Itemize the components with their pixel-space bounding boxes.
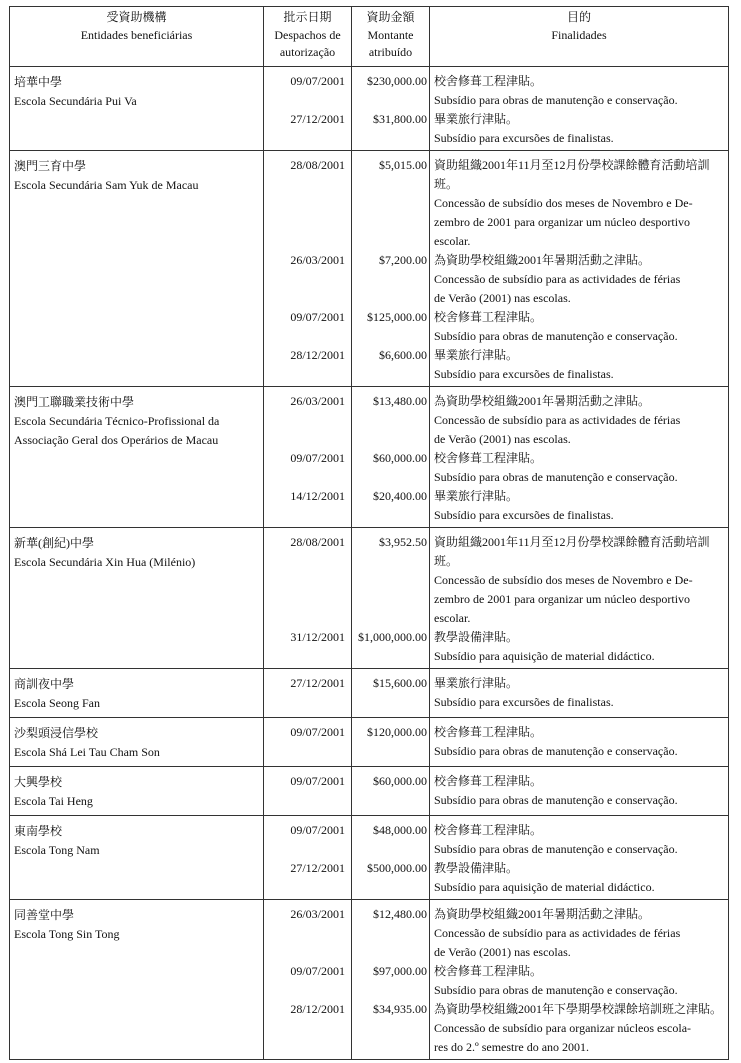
purpose-line: 班。 <box>434 176 459 191</box>
entity-name-pt: Escola Secundária Técnico-Profissional da <box>14 413 220 428</box>
purpose-line: 為資助學校組織2001年暑期活動之津貼。 <box>434 906 651 921</box>
header-amount-zh: 資助金額 <box>366 10 415 24</box>
purpose-cell <box>430 150 729 386</box>
purpose-line: 教學設備津貼。 <box>434 860 519 875</box>
grant-date-block <box>264 723 345 761</box>
dispatch-date-cell <box>264 815 352 899</box>
purpose-line: 校舍修葺工程津貼。 <box>434 73 543 88</box>
grant-amount-block <box>352 859 427 897</box>
purpose-cell <box>430 717 729 766</box>
purpose-line: 畢業旅行津貼。 <box>434 675 519 690</box>
grant-date: 28/08/2001 <box>290 534 345 549</box>
grant-amount: $20,400.00 <box>373 488 427 503</box>
grant-date: 09/07/2001 <box>290 309 345 324</box>
purpose-line: Subsídio para obras de manutenção e conservação. <box>434 469 678 484</box>
table-header-row <box>10 7 729 67</box>
purpose-line: 畢業旅行津貼。 <box>434 347 519 362</box>
purpose-line: Subsídio para obras de manutenção e conservação. <box>434 841 678 856</box>
grant-amount-block <box>352 905 427 962</box>
grant-amount: $125,000.00 <box>367 309 427 324</box>
entity-name-pt: Escola Tong Nam <box>14 842 100 857</box>
entity-name-zh: 澳門三育中學 <box>14 158 87 173</box>
grant-amount-block <box>352 962 427 1000</box>
amount-cell <box>352 150 430 386</box>
table-row <box>10 66 729 150</box>
header-dispatch-pt1: Despachos de <box>274 27 341 42</box>
grant-date-block <box>264 674 345 712</box>
purpose-line: Subsídio para obras de manutenção e conservação. <box>434 982 678 997</box>
grant-date-block <box>264 251 345 308</box>
purpose-cell <box>430 386 729 527</box>
purpose-line: Subsídio para excursões de finalistas. <box>434 694 614 709</box>
header-purpose-pt: Finalidades <box>551 27 607 42</box>
grant-amount: $7,200.00 <box>379 252 427 267</box>
entity-name-zh: 大興學校 <box>14 774 63 789</box>
grant-date: 27/12/2001 <box>290 860 345 875</box>
header-entities-pt: Entidades beneficiárias <box>80 27 193 42</box>
purpose-line: 班。 <box>434 553 459 568</box>
purpose-line: 為資助學校組織2001年暑期活動之津貼。 <box>434 393 651 408</box>
purpose-line: Concessão de subsídio dos meses de Novembro e De- <box>434 572 693 587</box>
purpose-line: zembro de 2001 para organizar um núcleo desportivo <box>434 591 691 606</box>
grant-amount: $31,800.00 <box>373 111 427 126</box>
entity-name-zh: 東南學校 <box>14 823 63 838</box>
grant-amount: $120,000.00 <box>367 724 427 739</box>
grant-amount: $1,000,000.00 <box>358 629 427 644</box>
purpose-line: Subsídio para excursões de finalistas. <box>434 130 614 145</box>
grant-amount-block <box>352 110 427 148</box>
header-amount-pt2: atribuído <box>368 45 413 59</box>
grant-amount-block <box>352 821 427 859</box>
header-purpose-zh: 目的 <box>566 10 591 24</box>
header-entities <box>10 7 264 67</box>
grant-amount-block <box>352 487 427 525</box>
table-row <box>10 386 729 527</box>
grant-date-block <box>264 962 345 1000</box>
purpose-cell <box>430 899 729 1059</box>
dispatch-date-cell <box>264 899 352 1059</box>
purpose-line: Subsídio para obras de manutenção e conservação. <box>434 792 678 807</box>
entity-name-zh: 同善堂中學 <box>14 907 75 922</box>
grant-amount-block <box>352 674 427 712</box>
grant-amount-block <box>352 72 427 110</box>
amount-cell <box>352 899 430 1059</box>
entity-name-zh: 新華(創紀)中學 <box>14 535 94 550</box>
grant-amount: $15,600.00 <box>373 675 427 690</box>
grant-date: 27/12/2001 <box>290 111 345 126</box>
grant-date-block <box>264 346 345 384</box>
grant-amount: $34,935.00 <box>373 1001 427 1016</box>
entity-cell <box>10 668 264 717</box>
purpose-cell <box>430 527 729 668</box>
grant-date: 26/03/2001 <box>290 393 345 408</box>
dispatch-date-cell <box>264 766 352 815</box>
entity-name-pt: Escola Tong Sin Tong <box>14 926 120 941</box>
table-row <box>10 668 729 717</box>
amount-cell <box>352 527 430 668</box>
grant-date-block <box>264 821 345 859</box>
purpose-line: 為資助學校組織2001年下學期學校課餘培訓班之津貼。 <box>434 1001 723 1016</box>
amount-cell <box>352 766 430 815</box>
purpose-cell <box>430 66 729 150</box>
grant-date-block <box>264 156 345 251</box>
grant-date: 09/07/2001 <box>290 822 345 837</box>
purpose-line: de Verão (2001) nas escolas. <box>434 431 571 446</box>
purpose-line: Subsídio para obras de manutenção e conservação. <box>434 328 678 343</box>
purpose-line: Subsídio para aquisição de material didáctico. <box>434 879 655 894</box>
purpose-line: 校舍修葺工程津貼。 <box>434 773 543 788</box>
table-row <box>10 527 729 668</box>
grant-amount: $48,000.00 <box>373 822 427 837</box>
grant-amount-block <box>352 1000 427 1057</box>
purpose-line: Concessão de subsídio para as actividades de férias <box>434 271 681 286</box>
purpose-line: 資助組織2001年11月至12月份學校課餘體育活動培訓 <box>434 534 710 549</box>
purpose-line: de Verão (2001) nas escolas. <box>434 944 571 959</box>
purpose-line: zembro de 2001 para organizar um núcleo desportivo <box>434 214 691 229</box>
grant-date: 28/12/2001 <box>290 347 345 362</box>
grant-date: 09/07/2001 <box>290 73 345 88</box>
grant-date-block <box>264 110 345 148</box>
grant-date: 09/07/2001 <box>290 450 345 465</box>
grant-date: 28/12/2001 <box>290 1001 345 1016</box>
entity-name-zh: 培華中學 <box>14 74 63 89</box>
grant-amount: $500,000.00 <box>367 860 427 875</box>
table-row <box>10 766 729 815</box>
purpose-line: Subsídio para aquisição de material didáctico. <box>434 648 655 663</box>
entity-name-pt: Escola Shá Lei Tau Cham Son <box>14 744 160 759</box>
amount-cell <box>352 66 430 150</box>
grant-amount-block <box>352 723 427 761</box>
grant-amount-block <box>352 772 427 810</box>
grant-amount: $12,480.00 <box>373 906 427 921</box>
entity-name-pt: Associação Geral dos Operários de Macau <box>14 432 219 447</box>
purpose-line: Subsídio para obras de manutenção e conservação. <box>434 743 678 758</box>
header-amount <box>352 7 430 67</box>
purpose-line: 校舍修葺工程津貼。 <box>434 724 543 739</box>
purpose-line: Concessão de subsídio dos meses de Novembro e De- <box>434 195 693 210</box>
purpose-line: 教學設備津貼。 <box>434 629 519 644</box>
purpose-line: Subsídio para excursões de finalistas. <box>434 507 614 522</box>
grant-date-block <box>264 1000 345 1057</box>
purpose-line: escolar. <box>434 610 471 625</box>
purpose-line: 資助組織2001年11月至12月份學校課餘體育活動培訓 <box>434 157 710 172</box>
grant-amount-block <box>352 251 427 308</box>
header-dispatch-pt2: autorização <box>279 45 336 59</box>
entity-name-pt: Escola Seong Fan <box>14 695 100 710</box>
grant-amount: $230,000.00 <box>367 73 427 88</box>
entity-cell <box>10 766 264 815</box>
entity-cell <box>10 527 264 668</box>
amount-cell <box>352 668 430 717</box>
amount-cell <box>352 815 430 899</box>
grant-amount: $6,600.00 <box>379 347 427 362</box>
grant-amount: $3,952.50 <box>379 534 427 549</box>
grant-date-block <box>264 859 345 897</box>
grant-date-block <box>264 72 345 110</box>
grant-amount-block <box>352 449 427 487</box>
table-row <box>10 717 729 766</box>
grant-date: 09/07/2001 <box>290 773 345 788</box>
dispatch-date-cell <box>264 66 352 150</box>
grant-date-block <box>264 487 345 525</box>
grant-date: 31/12/2001 <box>290 629 345 644</box>
grant-date: 09/07/2001 <box>290 963 345 978</box>
grant-date-block <box>264 392 345 449</box>
header-amount-pt1: Montante <box>367 27 414 42</box>
entity-name-pt: Escola Secundária Pui Va <box>14 93 137 108</box>
purpose-line: 畢業旅行津貼。 <box>434 111 519 126</box>
grant-date-block <box>264 533 345 628</box>
grant-amount: $13,480.00 <box>373 393 427 408</box>
entity-cell <box>10 66 264 150</box>
entity-cell <box>10 150 264 386</box>
entity-name-pt: Escola Tai Heng <box>14 793 93 808</box>
purpose-cell <box>430 815 729 899</box>
entity-name-zh: 商訓夜中學 <box>14 676 75 691</box>
grant-amount: $60,000.00 <box>373 450 427 465</box>
entity-name-pt: Escola Secundária Xin Hua (Milénio) <box>14 554 196 569</box>
dispatch-date-cell <box>264 527 352 668</box>
header-dispatch-zh: 批示日期 <box>283 10 332 24</box>
grant-amount-block <box>352 156 427 251</box>
header-dispatch-date <box>264 7 352 67</box>
grant-date-block <box>264 628 345 666</box>
entity-name-pt: Escola Secundária Sam Yuk de Macau <box>14 177 199 192</box>
dispatch-date-cell <box>264 668 352 717</box>
grant-date: 26/03/2001 <box>290 906 345 921</box>
purpose-line: Concessão de subsídio para as actividades de férias <box>434 412 681 427</box>
entity-cell <box>10 899 264 1059</box>
purpose-line: 畢業旅行津貼。 <box>434 488 519 503</box>
purpose-cell <box>430 766 729 815</box>
grant-amount-block <box>352 392 427 449</box>
entity-cell <box>10 815 264 899</box>
purpose-line: 校舍修葺工程津貼。 <box>434 822 543 837</box>
grant-date: 26/03/2001 <box>290 252 345 267</box>
purpose-line: Subsídio para obras de manutenção e conservação. <box>434 92 678 107</box>
dispatch-date-cell <box>264 150 352 386</box>
amount-cell <box>352 717 430 766</box>
purpose-line: 校舍修葺工程津貼。 <box>434 309 543 324</box>
dispatch-date-cell <box>264 386 352 527</box>
entity-cell <box>10 717 264 766</box>
table-row <box>10 815 729 899</box>
grant-date: 14/12/2001 <box>290 488 345 503</box>
grant-amount-block <box>352 308 427 346</box>
header-entities-zh: 受資助機構 <box>106 10 167 24</box>
purpose-line: res do 2.º semestre do ano 2001. <box>434 1039 590 1054</box>
grant-amount-block <box>352 533 427 628</box>
purpose-line: escolar. <box>434 233 471 248</box>
subsidy-document <box>9 6 728 1060</box>
grant-amount-block <box>352 628 427 666</box>
grant-date-block <box>264 772 345 810</box>
grant-date: 28/08/2001 <box>290 157 345 172</box>
entity-name-zh: 澳門工聯職業技術中學 <box>14 394 135 409</box>
grant-date-block <box>264 905 345 962</box>
table-row <box>10 899 729 1059</box>
dispatch-date-cell <box>264 717 352 766</box>
entity-name-zh: 沙梨頭浸信學校 <box>14 725 99 740</box>
grant-date-block <box>264 449 345 487</box>
purpose-cell <box>430 668 729 717</box>
amount-cell <box>352 386 430 527</box>
purpose-line: 為資助學校組織2001年暑期活動之津貼。 <box>434 252 651 267</box>
entity-cell <box>10 386 264 527</box>
header-purpose <box>430 7 729 67</box>
grant-amount: $60,000.00 <box>373 773 427 788</box>
table-row <box>10 150 729 386</box>
purpose-line: 校舍修葺工程津貼。 <box>434 963 543 978</box>
purpose-line: Concessão de subsídio para as actividades de férias <box>434 925 681 940</box>
purpose-line: 校舍修葺工程津貼。 <box>434 450 543 465</box>
purpose-line: Concessão de subsídio para organizar núcleos escola- <box>434 1020 692 1035</box>
purpose-line: Subsídio para excursões de finalistas. <box>434 366 614 381</box>
grant-amount-block <box>352 346 427 384</box>
grant-date-block <box>264 308 345 346</box>
grant-date: 09/07/2001 <box>290 724 345 739</box>
grant-amount: $5,015.00 <box>379 157 427 172</box>
purpose-line: de Verão (2001) nas escolas. <box>434 290 571 305</box>
subsidy-table <box>9 6 729 1060</box>
grant-amount: $97,000.00 <box>373 963 427 978</box>
grant-date: 27/12/2001 <box>290 675 345 690</box>
